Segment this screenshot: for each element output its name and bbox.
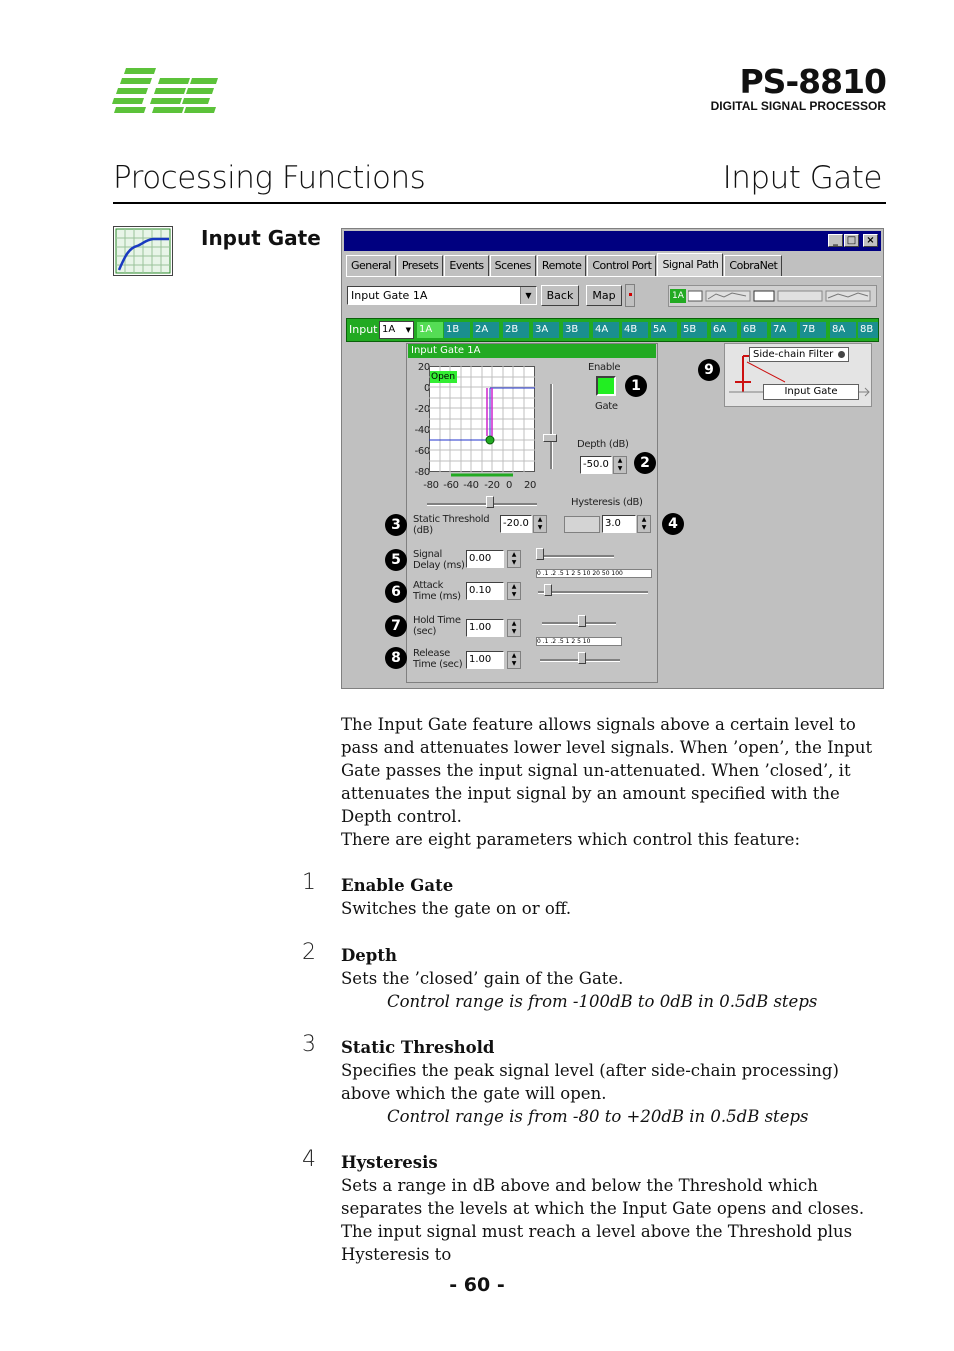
param-desc: Sets a range in dB above and below the Threshold which separates the levels at which the Input Gate opens and closes. The input signal must reach a level above the Threshold plus Hysteresis to (341, 1176, 865, 1264)
channel-8a[interactable]: 8A (830, 322, 856, 338)
attack-slider-thumb[interactable] (544, 584, 552, 596)
param-title: Hysteresis (341, 1153, 438, 1172)
sidechain-filter-label: Side-chain Filter (753, 349, 834, 360)
delay-label-line1: Signal (413, 549, 442, 560)
hysteresis-slider[interactable] (564, 516, 600, 533)
release-label-line1: Release (413, 648, 450, 659)
page-number: - 60 - (449, 1274, 505, 1296)
release-field[interactable]: 1.00 (466, 651, 504, 669)
param-enable-gate (341, 874, 886, 920)
hold-label (413, 615, 461, 637)
delay-field[interactable]: 0.00 (466, 550, 504, 568)
threshold-slider-track (427, 503, 537, 506)
back-button[interactable]: Back (541, 285, 579, 306)
module-select-value: Input Gate 1A (351, 289, 428, 302)
tab-remote[interactable]: Remote (537, 255, 586, 276)
param-range: Control range is from -80 to +20dB in 0.5dB steps (387, 1107, 809, 1126)
param-title: Static Threshold (341, 1038, 495, 1057)
hold-slider-thumb[interactable] (578, 615, 586, 627)
release-label-line2: Time (sec) (413, 659, 463, 670)
callout-4: 4 (662, 513, 684, 535)
depth-spinner[interactable]: ▲ ▼ (613, 456, 627, 474)
attack-label-line2: Time (ms) (413, 591, 461, 602)
release-spinner[interactable]: ▲ ▼ (507, 651, 521, 669)
delay-spinner[interactable]: ▲ ▼ (507, 550, 521, 568)
hysteresis-label: Hysteresis (dB) (571, 497, 643, 508)
release-label (413, 648, 462, 670)
graph-x-tick: 0 (505, 480, 513, 491)
channel-6b[interactable]: 6B (741, 322, 767, 338)
threshold-spinner[interactable]: ▲ ▼ (533, 515, 547, 533)
bss-logo (112, 66, 218, 114)
enable-gate-button[interactable] (596, 376, 616, 396)
overview-blocks-icon (688, 288, 874, 304)
product-name: PS-8810 (739, 62, 886, 101)
threshold-label (413, 514, 489, 536)
input-gate-block[interactable]: Input Gate (763, 384, 859, 400)
delay-slider-track (538, 555, 614, 558)
graph-y-tick: -60 (414, 446, 430, 457)
attack-slider-track (538, 591, 648, 594)
delay-scale: 0 .1 .2 .5 1 2 5 10 20 50 100 (536, 569, 652, 578)
graph-y-tick: -20 (414, 404, 430, 415)
channel-2a[interactable]: 2A (473, 322, 499, 338)
callout-3: 3 (385, 514, 407, 536)
input-label: Input (349, 323, 378, 336)
channel-4a[interactable]: 4A (593, 322, 619, 338)
attack-field[interactable]: 0.10 (466, 582, 504, 600)
channel-3a[interactable]: 3A (533, 322, 559, 338)
graph-x-tick: -80 (423, 480, 439, 491)
param-number-2: 2 (302, 940, 316, 965)
panel-title: Input Gate 1A (408, 344, 656, 358)
param-desc: Specifies the peak signal level (after side-chain processing) above which the gate will open. (341, 1061, 839, 1103)
graph-y-tick: -40 (414, 425, 430, 436)
dropdown-arrow-icon[interactable]: ▼ (520, 287, 536, 304)
hysteresis-field[interactable]: 3.0 (602, 515, 636, 533)
graph-y-tick: 20 (417, 362, 430, 373)
tab-general[interactable]: General (346, 255, 396, 276)
param-number-3: 3 (302, 1032, 316, 1057)
attack-spinner[interactable]: ▲ ▼ (507, 582, 521, 600)
hold-label-line1: Hold Time (413, 615, 461, 626)
param-desc: Switches the gate on or off. (341, 899, 572, 918)
callout-9: 9 (698, 359, 720, 381)
input-select[interactable]: 1A ▼ (379, 321, 414, 339)
channel-6a[interactable]: 6A (711, 322, 737, 338)
delay-label-line2: Delay (ms) (413, 560, 465, 571)
depth-field[interactable]: -50.0 (580, 456, 612, 474)
callout-6: 6 (385, 581, 407, 603)
title-bar (344, 231, 881, 251)
graph-x-tick: -40 (463, 480, 479, 491)
gate-open-indicator: Open (431, 372, 456, 382)
graph-y-tick: 0 (423, 383, 430, 394)
depth-slider-track (550, 384, 553, 469)
callout-7: 7 (385, 615, 407, 637)
hysteresis-spinner[interactable]: ▲ ▼ (637, 515, 651, 533)
hold-scale: 0 .1 .2 .5 1 2 5 10 (536, 637, 622, 646)
graph-x-tick: 20 (523, 480, 537, 491)
module-select[interactable] (347, 286, 537, 305)
input-select-value: 1A (382, 324, 396, 335)
sidechain-filter-block[interactable] (749, 347, 849, 362)
channel-3b[interactable]: 3B (563, 322, 589, 338)
channel-7b[interactable]: 7B (800, 322, 826, 338)
channel-strip (346, 318, 879, 342)
channel-4b[interactable]: 4B (622, 322, 648, 338)
subsection-title: Input Gate (722, 160, 882, 196)
delay-slider-thumb[interactable] (536, 548, 544, 560)
callout-5: 5 (385, 549, 407, 571)
callout-2: 2 (634, 452, 656, 474)
release-slider-thumb[interactable] (578, 652, 586, 664)
param-number-1: 1 (302, 870, 316, 895)
sidechain-diagram (724, 343, 872, 407)
intro-paragraph: The Input Gate feature allows signals above a certain level to pass and attenuates lower level signals. When ’open’, the Input Gate passes the input signal un-attenuated. When ’closed’, it attenuates the input signal by an amount specified with the Depth control. (341, 715, 873, 826)
channel-8b[interactable]: 8B (858, 322, 878, 338)
attack-label-line1: Attack (413, 580, 444, 591)
hold-spinner[interactable]: ▲ ▼ (507, 619, 521, 637)
param-static-threshold (341, 1036, 886, 1128)
channel-7a[interactable]: 7A (771, 322, 797, 338)
bypass-dot-icon (838, 351, 845, 358)
tab-bar (346, 255, 783, 277)
maximize-icon[interactable]: □ (844, 234, 859, 247)
hold-field[interactable]: 1.00 (466, 619, 504, 637)
close-icon[interactable]: × (863, 234, 878, 247)
input-gate-screenshot (341, 228, 884, 689)
signal-path-overview[interactable] (668, 285, 877, 307)
feature-title: Input Gate (201, 226, 321, 250)
gate-label: Gate (595, 401, 618, 412)
channel-1a[interactable]: 1A (417, 322, 443, 338)
tab-divider (346, 276, 881, 277)
tab-presets[interactable]: Presets (397, 255, 444, 276)
threshold-slider-thumb[interactable] (486, 496, 494, 508)
graph-x-tick: -60 (443, 480, 459, 491)
section-title: Processing Functions (113, 160, 426, 196)
channel-2b[interactable]: 2B (503, 322, 529, 338)
attack-label (413, 580, 461, 602)
callout-8: 8 (385, 647, 407, 669)
param-range: Control range is from -100dB to 0dB in 0.5dB steps (387, 992, 818, 1011)
product-subtitle: DIGITAL SIGNAL PROCESSOR (710, 99, 886, 113)
depth-label: Depth (dB) (577, 439, 629, 450)
threshold-label-line1: Static Threshold (413, 514, 490, 525)
tab-scenes[interactable]: Scenes (490, 255, 536, 276)
channel-1b[interactable]: 1B (444, 322, 470, 338)
overview-channel: 1A (670, 289, 686, 303)
header-rule (113, 202, 886, 204)
threshold-label-line2: (dB) (413, 525, 433, 536)
channel-5b[interactable]: 5B (681, 322, 707, 338)
param-title: Depth (341, 946, 397, 965)
indicator-button[interactable] (625, 284, 635, 307)
graph-x-tick: -20 (484, 480, 500, 491)
graph-y-tick: -80 (414, 467, 430, 478)
threshold-field[interactable]: -20.0 (500, 515, 532, 533)
minimize-icon[interactable]: _ (828, 234, 843, 247)
param-title: Enable Gate (341, 876, 454, 895)
channel-5a[interactable]: 5A (651, 322, 677, 338)
tab-cobranet[interactable]: CobraNet (724, 255, 782, 276)
gate-graph-icon (113, 226, 173, 276)
delay-label (413, 549, 465, 571)
depth-slider-thumb[interactable] (543, 434, 557, 442)
callout-1: 1 (625, 375, 647, 397)
param-number-4: 4 (302, 1147, 316, 1172)
param-desc: Sets the ’closed’ gain of the Gate. (341, 969, 624, 988)
map-button[interactable]: Map (586, 285, 622, 306)
param-hysteresis (341, 1151, 886, 1266)
tab-control-port[interactable]: Control Port (587, 255, 656, 276)
tab-events[interactable]: Events (444, 255, 488, 276)
enable-label: Enable (588, 362, 621, 373)
hold-label-line2: (sec) (413, 626, 437, 637)
param-depth (341, 944, 886, 1013)
params-intro: There are eight parameters which control this feature: (341, 830, 801, 849)
tab-signal-path[interactable]: Signal Path (657, 253, 723, 276)
